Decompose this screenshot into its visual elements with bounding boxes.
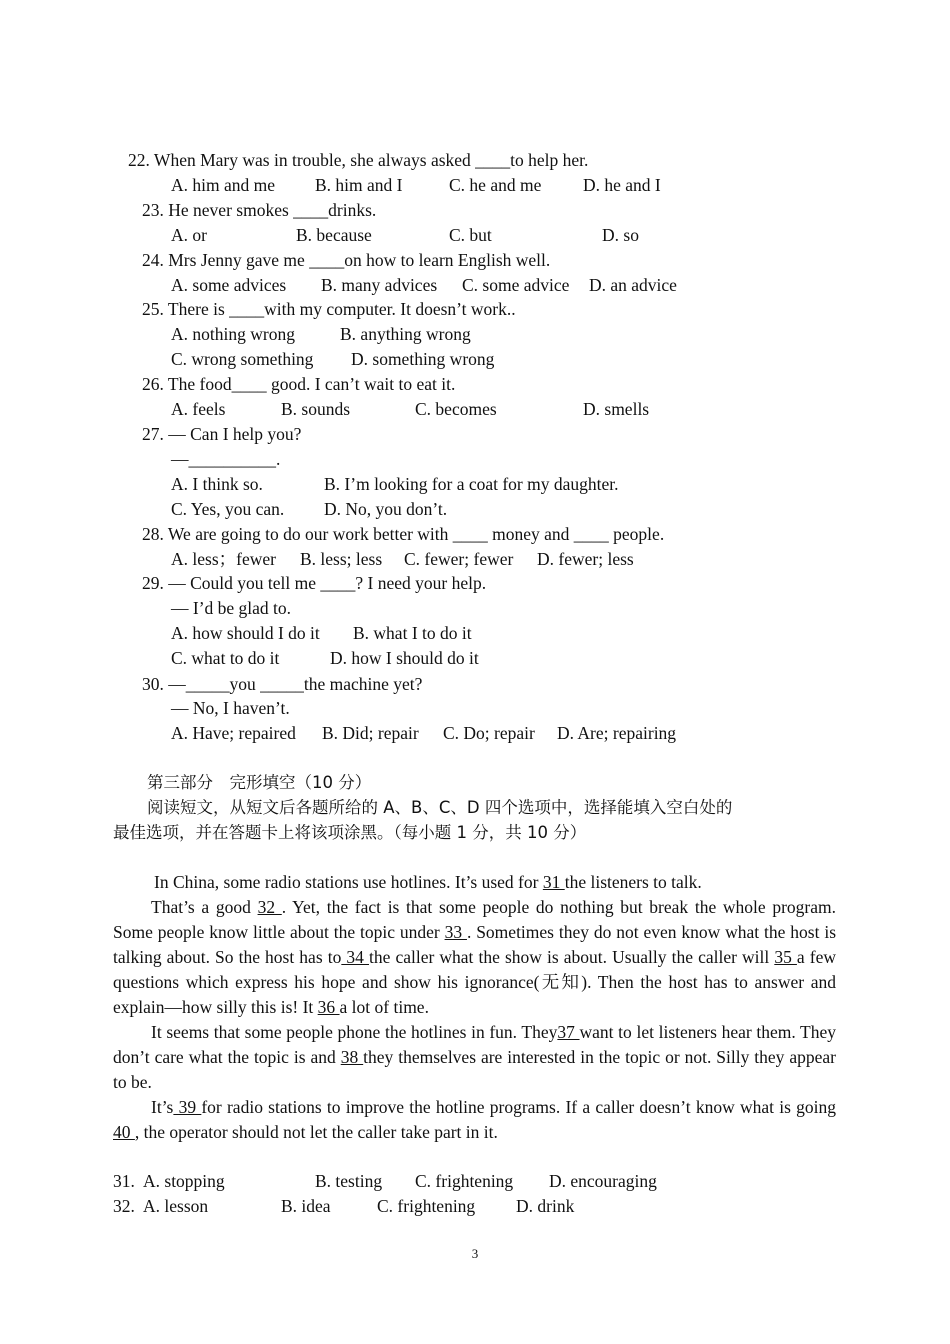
blank-32: 32	[257, 897, 282, 917]
question-26-option-d: D. smells	[583, 399, 650, 419]
passage-text: a few questions which express his hope and show his ignorance(无知). Then the host has to answer and explain—how silly this is! It	[113, 947, 836, 1017]
cloze-31-option-b: B. testing	[315, 1171, 383, 1191]
cloze-passage	[113, 870, 836, 1145]
passage-text: . Yet, the fact is that some people do nothing but break the whole program. Some people know little about the topic under	[113, 897, 837, 942]
question-27-reply: —__________.	[171, 449, 281, 469]
question-29-reply: — I’d be glad to.	[171, 598, 292, 618]
question-27-option-d: D. No, you don’t.	[324, 499, 448, 519]
question-29-option-d: D. how I should do it	[330, 648, 479, 668]
passage-text: the caller what the show is about. Usually the caller will	[369, 947, 775, 967]
question-26-option-b: B. sounds	[281, 399, 351, 419]
passage-text: want to let listeners hear them. They don’t care what the topic is and	[113, 1022, 837, 1067]
question-22-option-c: C. he and me	[449, 175, 542, 195]
question-28-option-c: C. fewer; fewer	[404, 549, 514, 569]
passage-text: they themselves are interested in the topic or not. Silly they appear to be.	[113, 1047, 836, 1092]
question-24-option-c: C. some advice	[462, 275, 570, 295]
question-23-option-d: D. so	[602, 225, 639, 245]
blank-37: 37	[557, 1022, 580, 1042]
blank-40: 40	[113, 1122, 135, 1142]
question-23-option-b: B. because	[296, 225, 372, 245]
question-28-option-b: B. less; less	[300, 549, 383, 569]
passage-paragraph-1	[113, 870, 836, 895]
question-27-stem: 27. — Can I help you?	[142, 424, 302, 444]
passage-text: That’s a good	[151, 897, 258, 917]
question-29-stem: 29. — Could you tell me ____? I need your help.	[142, 573, 487, 593]
question-28-option-d: D. fewer; less	[537, 549, 634, 569]
question-25-option-c: C. wrong something	[171, 349, 314, 369]
passage-text: . Sometimes they do not even know what the host is talking about. So the host has to	[113, 922, 837, 967]
question-29-option-c: C. what to do it	[171, 648, 280, 668]
question-26-option-a: A. feels	[171, 399, 226, 419]
cloze-32-number: 32.	[113, 1196, 135, 1216]
question-22-option-b: B. him and I	[315, 175, 403, 195]
blank-38: 38	[340, 1047, 364, 1067]
question-22-stem: 22. When Mary was in trouble, she always asked ____to help her.	[128, 150, 589, 170]
cloze-32-option-d: D. drink	[516, 1196, 575, 1216]
question-27-option-a: A. I think so.	[171, 474, 263, 494]
question-23-option-a: A. or	[171, 225, 207, 245]
question-27-option-c: C. Yes, you can.	[171, 499, 285, 519]
section-3-title: 第三部分 完形填空（10 分）	[147, 773, 372, 792]
question-25-option-a: A. nothing wrong	[171, 324, 295, 344]
question-25-option-d: D. something wrong	[351, 349, 495, 369]
question-30-option-b: B. Did; repair	[322, 723, 419, 743]
cloze-31-option-c: C. frightening	[415, 1171, 514, 1191]
passage-text: the listeners to talk.	[564, 872, 702, 892]
passage-paragraph-2	[113, 895, 836, 1020]
question-23-stem: 23. He never smokes ____drinks.	[142, 200, 377, 220]
cloze-31-option-d: D. encouraging	[549, 1171, 657, 1191]
question-22-option-d: D. he and I	[583, 175, 661, 195]
question-30-option-c: C. Do; repair	[443, 723, 535, 743]
question-30-reply: — No, I haven’t.	[171, 698, 290, 718]
cloze-32-option-c: C. frightening	[377, 1196, 476, 1216]
question-22-option-a: A. him and me	[171, 175, 276, 195]
question-25-stem: 25. There is ____with my computer. It doesn’t work..	[142, 299, 516, 319]
question-28-stem: 28. We are going to do our work better with ____ money and ____ people.	[142, 524, 665, 544]
section-3-instructions-line-2: 最佳选项，并在答题卡上将该项涂黑。（每小题 1 分，共 10 分）	[113, 823, 587, 842]
question-29-option-b: B. what I to do it	[353, 623, 472, 643]
passage-text: In China, some radio stations use hotlines. It’s used for	[154, 872, 543, 892]
question-24-option-b: B. many advices	[321, 275, 438, 295]
passage-text: for radio stations to improve the hotline programs. If a caller doesn’t know what is going	[201, 1097, 836, 1117]
blank-31: 31	[542, 872, 565, 892]
question-24-stem: 24. Mrs Jenny gave me ____on how to learn English well.	[142, 250, 551, 270]
blank-36: 36	[317, 997, 340, 1017]
section-3-instructions-line-1: 阅读短文，从短文后各题所给的 A、B、C、D 四个选项中，选择能填入空白处的	[147, 798, 733, 817]
question-28-option-a: A. less；fewer	[171, 549, 276, 569]
passage-text: a lot of time.	[339, 997, 429, 1017]
question-26-option-c: C. becomes	[415, 399, 497, 419]
blank-35: 35	[774, 947, 797, 967]
question-23-option-c: C. but	[449, 225, 492, 245]
blank-33: 33	[444, 922, 467, 942]
passage-paragraph-3	[113, 1020, 836, 1095]
cloze-32-option-a: A. lesson	[143, 1196, 209, 1216]
question-30-option-d: D. Are; repairing	[557, 723, 677, 743]
passage-text: , the operator should not let the caller take part in it.	[134, 1122, 498, 1142]
question-29-option-a: A. how should I do it	[171, 623, 320, 643]
question-24-option-d: D. an advice	[589, 275, 677, 295]
passage-paragraph-4	[113, 1095, 836, 1145]
question-25-option-b: B. anything wrong	[340, 324, 471, 344]
question-24-option-a: A. some advices	[171, 275, 287, 295]
cloze-32-option-b: B. idea	[281, 1196, 331, 1216]
cloze-31-number: 31.	[113, 1171, 135, 1191]
question-26-stem: 26. The food____ good. I can’t wait to eat it.	[142, 374, 456, 394]
cloze-31-option-a: A. stopping	[143, 1171, 225, 1191]
question-30-option-a: A. Have; repaired	[171, 723, 296, 743]
blank-39: 39	[173, 1097, 202, 1117]
passage-text: It’s	[151, 1097, 174, 1117]
passage-text: It seems that some people phone the hotlines in fun. They	[151, 1022, 558, 1042]
blank-34: 34	[341, 947, 369, 967]
question-30-stem: 30. —_____you _____the machine yet?	[142, 674, 423, 694]
question-27-option-b: B. I’m looking for a coat for my daughter.	[324, 474, 619, 494]
page-number: 3	[471, 1246, 479, 1261]
